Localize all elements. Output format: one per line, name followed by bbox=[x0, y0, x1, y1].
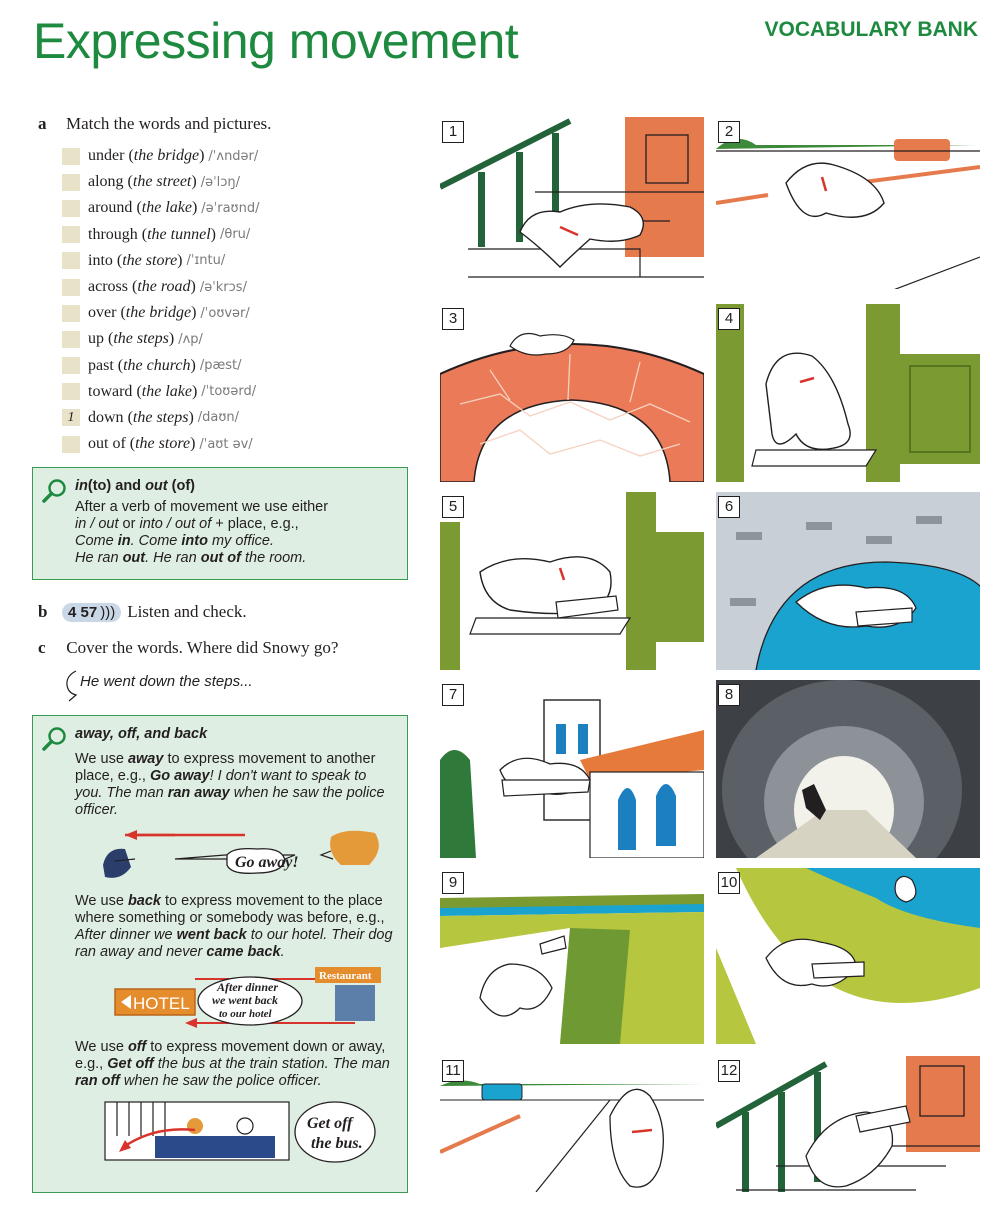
word-paren-close: ) bbox=[190, 278, 196, 296]
word-paren-close: ) bbox=[190, 435, 196, 453]
panel-number: 12 bbox=[718, 1060, 740, 1082]
picture-panel bbox=[440, 680, 704, 858]
word-item bbox=[62, 326, 418, 352]
dog-along-street-illustration bbox=[440, 1056, 704, 1192]
bubble-line: Get off bbox=[307, 1115, 353, 1132]
word-object: the lake bbox=[141, 382, 192, 400]
word-paren-close: ) bbox=[199, 147, 205, 165]
exercise-b bbox=[38, 602, 247, 622]
tip-heading: in(to) and out (of) bbox=[75, 478, 195, 494]
word-object: the church bbox=[123, 356, 191, 374]
panel-number: 10 bbox=[718, 872, 740, 894]
illustration-caption: Go away! bbox=[235, 854, 299, 871]
answer-box[interactable] bbox=[62, 305, 80, 322]
word-paren-open: ( bbox=[137, 225, 148, 243]
word-item bbox=[62, 353, 418, 379]
word-paren-close: ) bbox=[210, 225, 216, 243]
word-object: the lake bbox=[141, 199, 192, 217]
word-paren-open: ( bbox=[104, 330, 114, 348]
picture-panel bbox=[716, 868, 980, 1044]
dog-across-road-illustration bbox=[716, 117, 980, 289]
word-object: the street bbox=[132, 173, 192, 191]
answer-box[interactable] bbox=[62, 174, 80, 191]
panel-number: 3 bbox=[442, 308, 464, 330]
answer-box[interactable] bbox=[62, 148, 80, 165]
panel-number: 2 bbox=[718, 121, 740, 143]
pronunciation: /əˈlɔŋ/ bbox=[200, 174, 241, 190]
word: along bbox=[88, 173, 124, 191]
exercise-instruction: Listen and check. bbox=[127, 602, 247, 621]
word-object: the store bbox=[135, 435, 191, 453]
tip-paragraph-back: We use back to express movement to the place where something or somebody was before, e.g., After dinner we went back to our hotel. Their dog ran away and never came back. bbox=[75, 893, 393, 960]
illustration-go-away bbox=[45, 825, 395, 887]
dog-through-tunnel-illustration bbox=[716, 680, 980, 858]
magnifier-icon bbox=[41, 477, 69, 505]
exercise-letter: b bbox=[38, 602, 48, 621]
pronunciation: /ˈɪntu/ bbox=[186, 253, 226, 269]
word-object: the tunnel bbox=[147, 225, 211, 243]
page-title: Expressing movement bbox=[33, 13, 519, 69]
word-item bbox=[62, 248, 418, 274]
exercise-letter: c bbox=[38, 638, 46, 657]
answer-box[interactable] bbox=[62, 436, 80, 453]
word-object: the bridge bbox=[133, 147, 200, 165]
sound-icon: ))) bbox=[100, 603, 116, 621]
word-paren-close: ) bbox=[191, 382, 198, 400]
panel-number: 1 bbox=[442, 121, 464, 143]
word: out of bbox=[88, 435, 126, 453]
word: up bbox=[88, 330, 104, 348]
exercise-instruction: Cover the words. Where did Snowy go? bbox=[66, 638, 339, 657]
dog-up-steps-illustration bbox=[716, 1056, 980, 1192]
word-item bbox=[62, 195, 418, 221]
exercise-a bbox=[38, 114, 418, 457]
pronunciation: /əˈkrɔs/ bbox=[199, 279, 247, 295]
tip-paragraph-off: We use off to express movement down or away, e.g., Get off the bus at the train station. The man ran off when he saw the police officer. bbox=[75, 1039, 390, 1089]
bubble-line: After dinner bbox=[217, 980, 279, 994]
picture-panel bbox=[440, 1056, 704, 1192]
picture-panel bbox=[716, 492, 980, 670]
exercise-instruction: Match the words and pictures. bbox=[66, 114, 272, 133]
word-paren-open: ( bbox=[132, 199, 142, 217]
restaurant-sign-text: Restaurant bbox=[319, 970, 372, 982]
word-paren-open: ( bbox=[125, 435, 136, 453]
picture-panel bbox=[716, 680, 980, 858]
word-item bbox=[62, 222, 418, 248]
word-paren-open: ( bbox=[113, 356, 124, 374]
word-paren-close: ) bbox=[177, 251, 183, 269]
panel-number: 9 bbox=[442, 872, 464, 894]
word: around bbox=[88, 199, 133, 217]
word-item bbox=[62, 431, 418, 457]
word-item bbox=[62, 169, 418, 195]
word: over bbox=[88, 304, 117, 322]
word-item bbox=[62, 274, 418, 300]
dog-into-store-illustration bbox=[440, 492, 704, 670]
word-object: the store bbox=[122, 251, 178, 269]
panel-number: 8 bbox=[718, 684, 740, 706]
word-paren-close: ) bbox=[168, 330, 175, 348]
pronunciation: /ˈʌndər/ bbox=[208, 148, 259, 164]
dog-toward-lake-illustration bbox=[440, 868, 704, 1044]
picture-panel bbox=[716, 117, 980, 289]
word: under bbox=[88, 147, 125, 165]
word-item bbox=[62, 379, 418, 405]
word-item bbox=[62, 143, 418, 169]
audio-track-badge[interactable]: 4 57 ))) bbox=[62, 603, 121, 622]
word-list bbox=[62, 143, 418, 457]
answer-box[interactable] bbox=[62, 357, 80, 374]
bubble-line: we went back bbox=[212, 993, 278, 1007]
speech-bubble: He went down the steps... bbox=[64, 668, 304, 702]
word-paren-open: ( bbox=[112, 251, 123, 269]
dog-over-bridge-illustration bbox=[440, 304, 704, 482]
panel-number: 7 bbox=[442, 684, 464, 706]
picture-panel bbox=[716, 1056, 980, 1192]
picture-panel bbox=[440, 868, 704, 1044]
tip-box-away-off-back bbox=[32, 715, 408, 1193]
word-paren-open: ( bbox=[132, 382, 142, 400]
bubble-line: the bus. bbox=[311, 1135, 363, 1152]
pronunciation: /pæst/ bbox=[199, 358, 242, 374]
word-object: the road bbox=[137, 278, 191, 296]
word-paren-open: ( bbox=[123, 408, 133, 426]
pronunciation: /ʌp/ bbox=[178, 331, 203, 347]
picture-panel bbox=[440, 117, 704, 289]
answer-box[interactable] bbox=[62, 226, 80, 243]
word-object: the bridge bbox=[125, 304, 192, 322]
pronunciation: /əˈraʊnd/ bbox=[201, 200, 260, 216]
picture-panel bbox=[440, 492, 704, 670]
exercise-letter: a bbox=[38, 114, 47, 133]
section-label: VOCABULARY BANK bbox=[764, 18, 978, 41]
bubble-line: to our hotel bbox=[219, 1008, 272, 1020]
tip-paragraph-away: We use away to express movement to another place, e.g., Go away! I don't want to speak to you. The man ran away when he saw the police officer. bbox=[75, 751, 385, 818]
word: toward bbox=[88, 382, 133, 400]
word-paren-open: ( bbox=[127, 278, 138, 296]
word-paren-close: ) bbox=[191, 199, 198, 217]
word-paren-close: ) bbox=[188, 408, 194, 426]
answer-box[interactable]: 1 bbox=[62, 409, 80, 426]
tip-example: Come in. Come into my office. bbox=[75, 533, 275, 549]
dog-around-lake-illustration bbox=[716, 868, 980, 1044]
word: across bbox=[88, 278, 128, 296]
word: past bbox=[88, 356, 114, 374]
picture-panel bbox=[440, 304, 704, 482]
pronunciation: /ˈaʊt əv/ bbox=[199, 436, 253, 452]
word-paren-close: ) bbox=[191, 304, 197, 322]
magnifier-icon bbox=[41, 725, 69, 753]
picture-panel bbox=[716, 304, 980, 482]
word-paren-open: ( bbox=[124, 147, 134, 165]
tip-line: After a verb of movement we use either bbox=[75, 499, 329, 515]
pronunciation: /daʊn/ bbox=[197, 410, 240, 426]
word-paren-close: ) bbox=[191, 173, 197, 191]
dog-out-of-store-illustration bbox=[716, 304, 980, 482]
answer-box[interactable] bbox=[62, 383, 80, 400]
tip-box-in-out bbox=[32, 467, 408, 580]
word-paren-open: ( bbox=[123, 173, 133, 191]
word: through bbox=[88, 225, 138, 243]
dog-past-church-illustration bbox=[440, 680, 704, 858]
panel-number: 4 bbox=[718, 308, 740, 330]
panel-number: 5 bbox=[442, 496, 464, 518]
hotel-sign-text: HOTEL bbox=[133, 994, 190, 1013]
answer-box[interactable] bbox=[62, 200, 80, 217]
pronunciation: /θru/ bbox=[219, 227, 251, 243]
panel-number: 11 bbox=[442, 1060, 464, 1082]
word-paren-open: ( bbox=[116, 304, 126, 322]
word-item bbox=[62, 405, 418, 431]
dog-under-bridge-illustration bbox=[716, 492, 980, 670]
bubble-tail-icon bbox=[64, 668, 78, 702]
word-object: the steps bbox=[132, 408, 189, 426]
word-item bbox=[62, 300, 418, 326]
panel-number: 6 bbox=[718, 496, 740, 518]
tip-line: in / out or into / out of + place, e.g., bbox=[75, 516, 299, 532]
tip-example: He ran out. He ran out of the room. bbox=[75, 550, 307, 566]
tip-heading: away, off, and back bbox=[75, 726, 208, 742]
illustration-get-off bbox=[45, 1096, 395, 1166]
answer-box[interactable] bbox=[62, 279, 80, 296]
pronunciation: /ˈoʊvər/ bbox=[200, 305, 250, 321]
word: into bbox=[88, 251, 113, 269]
answer-box[interactable] bbox=[62, 252, 80, 269]
answer-box[interactable] bbox=[62, 331, 80, 348]
illustration-went-back bbox=[45, 967, 395, 1033]
exercise-c bbox=[38, 638, 338, 658]
word-object: the steps bbox=[113, 330, 169, 348]
word: down bbox=[88, 408, 124, 426]
pronunciation: /ˈtoʊərd/ bbox=[201, 384, 257, 400]
word-paren-close: ) bbox=[190, 356, 196, 374]
dog-down-steps-illustration bbox=[440, 117, 704, 289]
